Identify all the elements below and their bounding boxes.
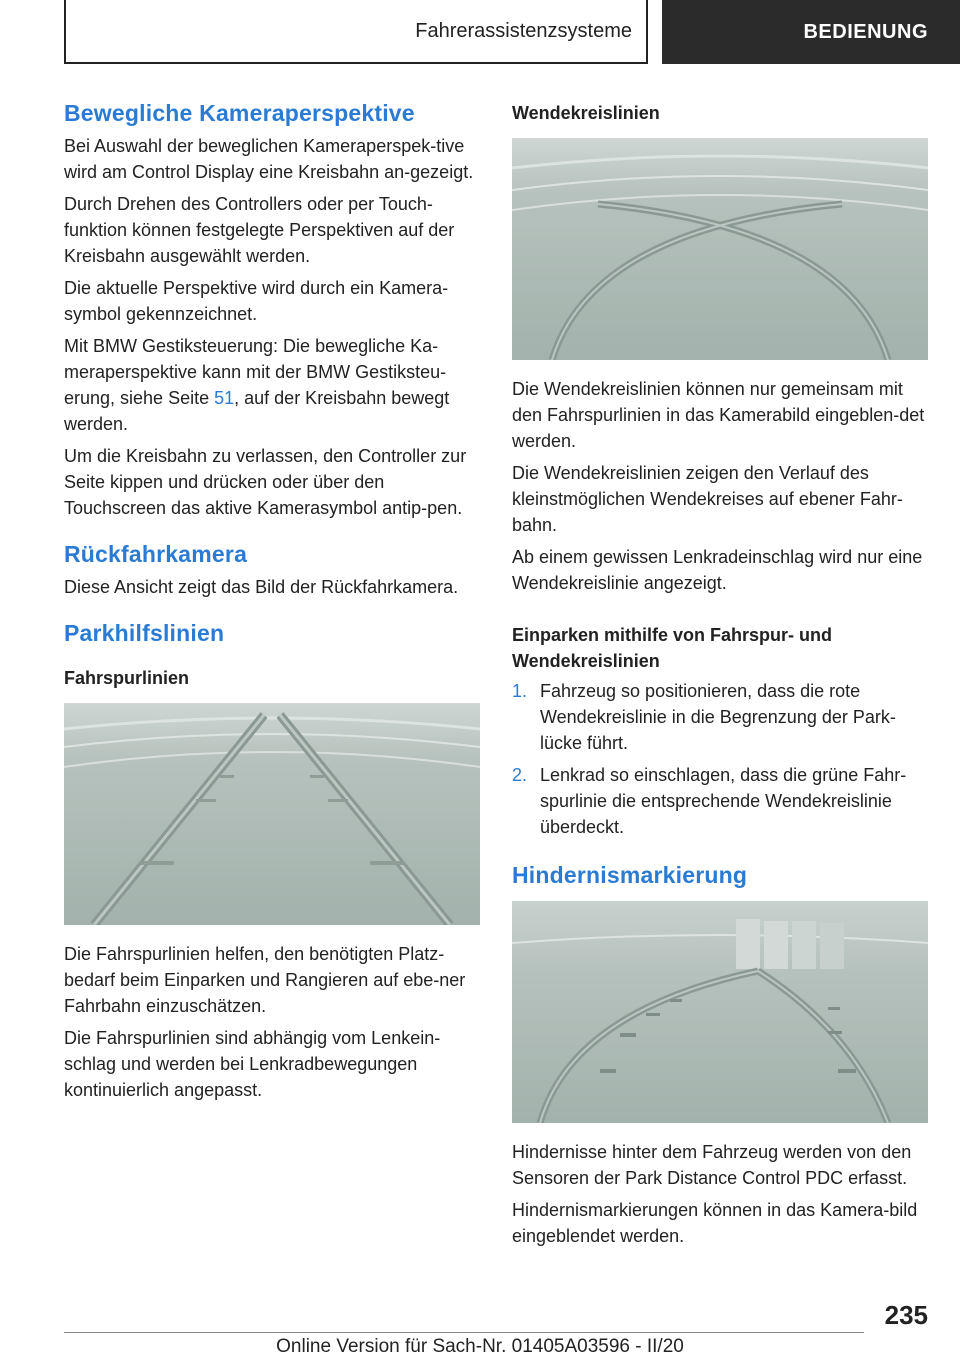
left-column [64,100,480,1109]
header-section-box [64,0,648,64]
step-text: Lenkrad so einschlagen, dass die grüne Fahr-spurlinie die entsprechende Wendekreislinie überdeckt. [540,765,907,837]
list-item [512,762,928,840]
heading-parkhilfslinien: Parkhilfslinien [64,620,225,646]
steps-list [512,678,928,840]
paragraph: Um die Kreisbahn zu verlassen, den Controller zur Seite kippen und drücken oder über den Touchscreen das aktive Kamerasymbol antip-pen. [64,446,467,518]
heading-bewegliche-kameraperspektive: Bewegliche Kameraperspektive [64,100,415,126]
page-number: 235 [884,1300,928,1330]
paragraph: Die Fahrspurlinien sind abhängig vom Lenkein-schlag und werden bei Lenkradbewegungen kontinuierlich angepasst. [64,1028,441,1100]
step-text: Fahrzeug so positionieren, dass die rote Wendekreislinie in die Begrenzung der Park-lücke führt. [540,681,896,753]
paragraph: Ab einem gewissen Lenkradeinschlag wird nur eine Wendekreislinie angezeigt. [512,547,923,593]
heading-rueckfahrkamera: Rückfahrkamera [64,541,248,567]
paragraph: Bei Auswahl der beweglichen Kameraperspek-tive wird am Control Display eine Kreisbahn an-gezeigt. [64,136,474,182]
header-section-title: Fahrerassistenzsysteme [415,19,632,42]
paragraph-text: , auf der Kreisbahn bewegt werden. [64,388,450,434]
paragraph: Durch Drehen des Controllers oder per Touch-funktion können festgelegte Perspektiven auf der Kreisbahn ausgewählt werden. [64,194,455,266]
paragraph-gesture [64,333,480,437]
paragraph: Die Wendekreislinien können nur gemeinsam mit den Fahrspurlinien in das Kamerabild eingeblen-det werden. [512,379,925,451]
header-chapter-title: BEDIENUNG [803,20,928,43]
lane-lines-illustration [64,703,480,925]
paragraph: Die Wendekreislinien zeigen den Verlauf des kleinstmöglichen Wendekreises auf ebener Fahr-bahn. [512,463,903,535]
paragraph: Diese Ansicht zeigt das Bild der Rückfahrkamera. [64,577,459,597]
paragraph-text: Mit BMW Gestiksteuerung: Die bewegliche Ka-meraperspektive kann mit der BMW Gestiksteu-erung, siehe Seite [64,336,447,408]
subheading-fahrspurlinien: Fahrspurlinien [64,668,190,688]
right-column [512,100,928,1255]
step-number: 1. [512,681,528,701]
subheading-wendekreislinien: Wendekreislinien [512,103,660,123]
subheading-einparken: Einparken mithilfe von Fahrspur- und Wendekreislinien [512,625,833,671]
page-link[interactable]: 51 [214,388,235,408]
step-number: 2. [512,765,528,785]
header-chapter-tab [662,0,960,64]
heading-hindernismarkierung: Hindernismarkierung [512,862,748,888]
paragraph: Die aktuelle Perspektive wird durch ein Kamera-symbol gekennzeichnet. [64,278,449,324]
turning-circle-illustration [512,138,928,360]
obstacle-marking-illustration [512,901,928,1123]
paragraph: Die Fahrspurlinien helfen, den benötigten Platz-bedarf beim Einparken und Rangieren auf ebe-ner Fahrbahn einzuschätzen. [64,944,466,1016]
footer-divider [64,1332,864,1333]
list-item [512,678,928,756]
footer-version-text: Online Version für Sach-Nr. 01405A03596 - II/20 [276,1336,684,1357]
paragraph: Hindernisse hinter dem Fahrzeug werden von den Sensoren der Park Distance Control PDC erfasst. [512,1142,912,1188]
paragraph: Hindernismarkierungen können in das Kamera-bild eingeblendet werden. [512,1200,918,1246]
